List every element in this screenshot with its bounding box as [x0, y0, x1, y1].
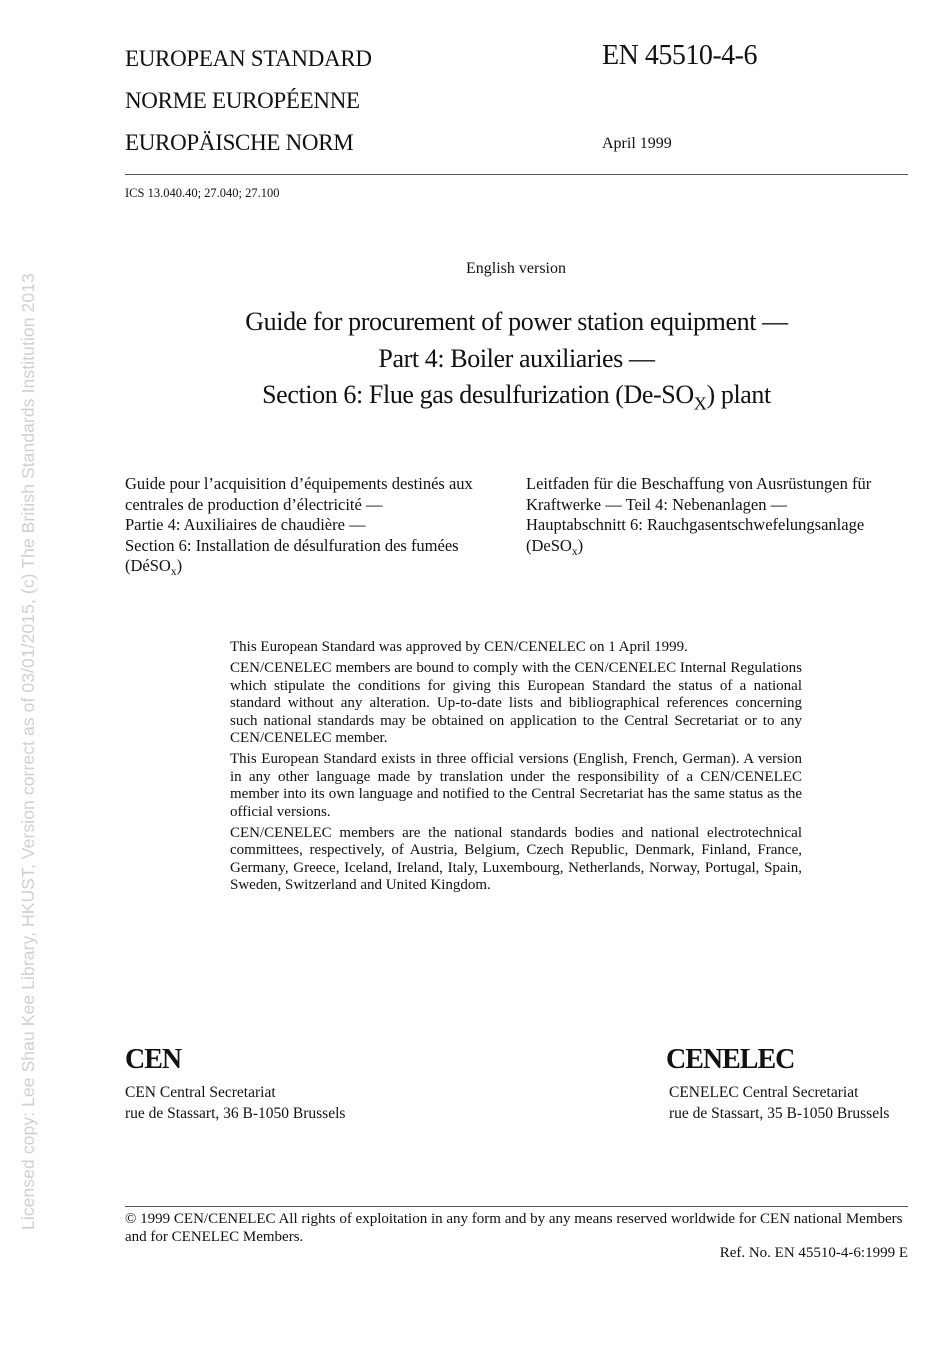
copyright-notice: © 1999 CEN/CENELEC All rights of exploitation in any form and by any means reserved worldwide for CEN national Members and for CENELEC Members.: [125, 1211, 903, 1245]
language-version: English version: [466, 260, 566, 277]
cenelec-logo-text: CENELEC: [666, 1044, 795, 1075]
cenelec-street: rue de Stassart, 35 B-1050 Brussels: [669, 1105, 890, 1122]
title-line-3-suffix: ) plant: [706, 380, 771, 409]
standard-label-de: EUROPÄISCHE NORM: [125, 130, 354, 155]
title-line-1: Guide for procurement of power station equipment —: [245, 307, 788, 336]
french-title-line-5-suffix: ): [176, 556, 183, 575]
license-watermark: Licensed copy: Lee Shau Kee Library, HKUST, Version correct as of 03/01/2015, (c) The British Standards Institution 2013: [18, 273, 38, 1230]
reference-number: Ref. No. EN 45510-4-6:1999 E: [719, 1245, 908, 1261]
german-title-line-4-sub: x: [571, 545, 578, 558]
versions-paragraph: This European Standard exists in three official versions (English, French, German). A version in any other language made by translation under the responsibility of a CEN/CENELEC member into its own language and notified to the Central Secretariat has the same status as the official versions.: [230, 751, 802, 820]
standard-number: EN 45510-4-6: [602, 40, 757, 71]
standard-label-fr: NORME EUROPÉENNE: [125, 88, 360, 113]
french-title: [125, 474, 505, 577]
title-line-3-prefix: Section 6: Flue gas desulfurization (De-SO: [262, 380, 694, 409]
german-title-line-4: [526, 536, 906, 557]
french-title-line-1: Guide pour l’acquisition d’équipements destinés aux: [125, 474, 473, 493]
cenelec-secretariat: CENELEC Central Secretariat: [669, 1084, 859, 1101]
cen-logo-text: CEN: [125, 1044, 182, 1075]
cenelec-address: [669, 1082, 889, 1124]
title-line-3: [125, 377, 908, 414]
approval-paragraph: This European Standard was approved by CEN/CENELEC on 1 April 1999.: [230, 639, 688, 655]
header-divider: [125, 174, 908, 175]
footer-divider: [125, 1206, 908, 1207]
german-title-line-2: Kraftwerke — Teil 4: Nebenanlagen —: [526, 494, 788, 514]
french-title-line-5-sub: x: [170, 566, 177, 579]
cen-address: [125, 1082, 345, 1124]
ics-codes: ICS 13.040.40; 27.040; 27.100: [125, 186, 280, 200]
french-title-line-2: centrales de production d’électricité —: [125, 494, 383, 514]
cen-secretariat: CEN Central Secretariat: [125, 1084, 276, 1101]
french-title-line-3: Partie 4: Auxiliaires de chaudière —: [125, 515, 366, 534]
french-title-line-4: Section 6: Installation de désulfuration des fumées: [125, 535, 459, 555]
german-title-line-4-prefix: (DeSO: [526, 535, 572, 555]
french-title-line-5-prefix: (DéSO: [125, 556, 171, 575]
standard-label-en: EUROPEAN STANDARD: [125, 46, 372, 71]
compliance-paragraph: CEN/CENELEC members are bound to comply with the CEN/CENELEC Internal Regulations which stipulate the conditions for giving this European Standard the status of a national standard without any alteration. Up-to-date lists and bibliographical references concerning such national standards may be obtained on application to the Central Secretariat or to any CEN/CENELEC member.: [230, 660, 802, 746]
cen-street: rue de Stassart, 36 B-1050 Brussels: [125, 1105, 346, 1122]
title-line-3-sub: X: [693, 393, 707, 414]
document-title: [125, 304, 908, 414]
members-paragraph: CEN/CENELEC members are the national standards bodies and national electrotechnical committees, respectively, of Austria, Belgium, Czech Republic, Denmark, Finland, France, Germany, Greece, Iceland, Ireland, Italy, Luxembourg, Netherlands, Norway, Portugal, Spain, Sweden, Switzerland and United Kingdom.: [230, 824, 802, 893]
approval-text: [230, 639, 802, 898]
german-title-line-3: Hauptabschnitt 6: Rauchgasentschwefelungsanlage: [526, 515, 865, 534]
german-title: [526, 474, 906, 556]
publication-date: April 1999: [602, 135, 672, 152]
french-title-line-5: [125, 556, 505, 577]
german-title-line-4-suffix: ): [577, 535, 584, 555]
german-title-line-1: Leitfaden für die Beschaffung von Ausrüstungen für: [526, 474, 872, 493]
title-line-2: Part 4: Boiler auxiliaries —: [378, 343, 655, 373]
